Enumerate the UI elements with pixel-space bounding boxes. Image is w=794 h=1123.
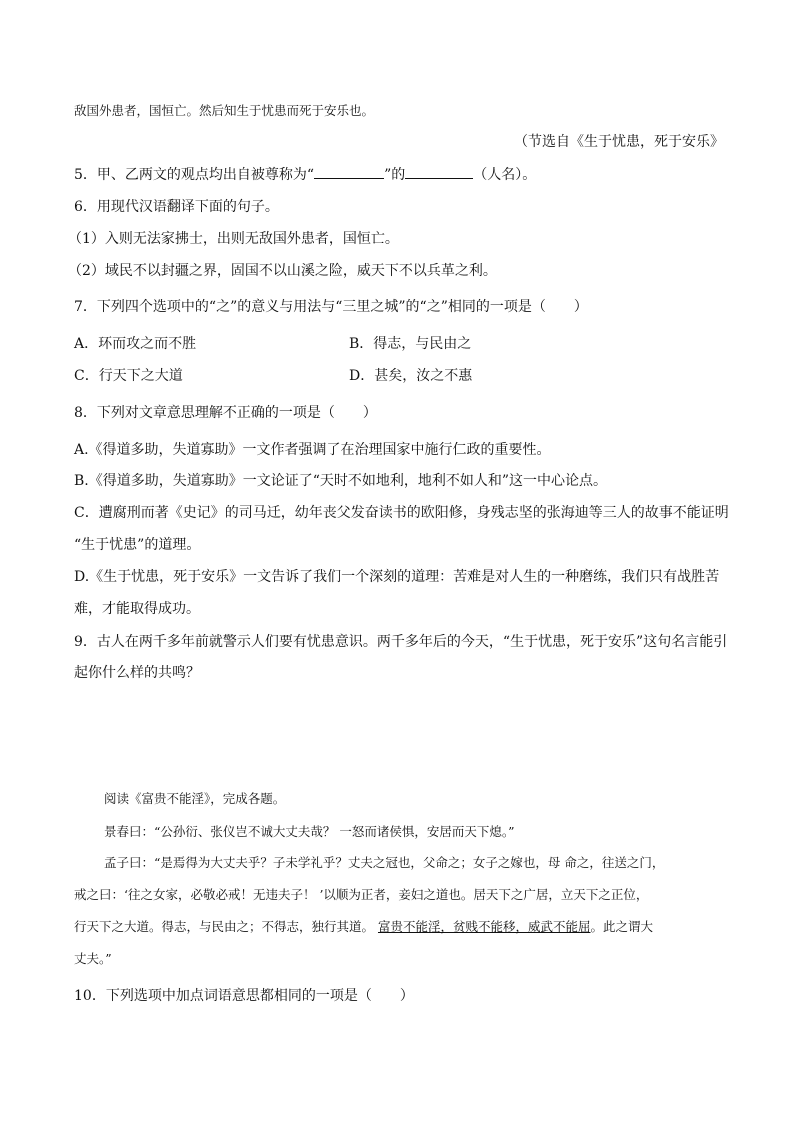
q8-option-a[interactable]: A.《得道多助，失道寡助》一文作者强调了在治理国家中施行仁政的重要性。 [74,442,551,458]
q7-option-a[interactable]: A．环而攻之而不胜 [74,336,197,352]
q5-middle: ”的 [384,167,406,183]
q7-option-c[interactable]: C．行天下之大道 [74,368,183,384]
q7-option-b[interactable]: B．得志，与民由之 [349,336,472,352]
reading-line-3-post: 。此之谓大 [590,919,654,934]
passage-tail: 敌国外患者，国恒亡。然后知生于忧患而死于安乐也。 [74,103,375,118]
source-note: （节选自《生于忧患，死于安乐》 [514,134,724,150]
reading-paragraph-2-line-1: 孟子曰：“是焉得为大丈夫乎？子未学礼乎？丈夫之冠也，父命之；女子之嫁也，母 命之，往送之门， [104,855,665,870]
reading-paragraph-2-line-2: 戒之曰：‘往之女家，必敬必戒！无违夫子！ ’以顺为正者，妾妇之道也。居天下之广居，立天下之正位， [74,887,649,902]
q6-item-2: （2）域民不以封疆之界，固国不以山溪之险，威天下不以兵革之利。 [68,263,497,279]
reading-intro: 阅读《富贵不能淫》，完成各题。 [104,791,286,806]
q8-option-d-line-2[interactable]: 难，才能取得成功。 [74,601,200,617]
reading-paragraph-2-line-3 [74,917,724,937]
q6-item-1: （1）入则无法家拂士，出则无敌国外患者，国恒亡。 [68,231,399,247]
question-10-stem: 10．下列选项中加点词语意思都相同的一项是（ ） [74,988,414,1004]
q5-blank-2[interactable] [405,164,473,179]
reading-paragraph-1: 景春曰：“公孙衍、张仪岂不诚大丈夫哉？ 一怒而诸侯惧，安居而天下熄。” [104,824,515,839]
question-6-stem: 6．用现代汉语翻译下面的句子。 [74,199,279,215]
question-9-line-1: 9．古人在两千多年前就警示人们要有忧患意识。两千多年后的今天，“生于忧患，死于安乐”这句名言能引 [74,634,728,650]
reading-line-3-pre: 行天下之大道。得志，与民由之；不得志，独行其道。 [74,919,378,934]
q8-option-c-line-2[interactable]: “生于忧患”的道理。 [74,537,201,553]
q8-option-d-line-1[interactable]: D.《生于忧患，死于安乐》一文告诉了我们一个深刻的道理：苦难是对人生的一种磨练，我们只有战胜苦 [74,569,720,585]
q7-option-d[interactable]: D．甚矣，汝之不惠 [349,368,473,384]
underlined-phrase: 富贵不能淫，贫贱不能移，威武不能屈 [377,919,591,934]
q8-option-c-line-1[interactable]: C．遭腐刑而著《史记》的司马迁，幼年丧父发奋读书的欧阳修，身残志坚的张海迪等三人的故事不能证明 [74,505,729,521]
question-7-stem: 7．下列四个选项中的“之”的意义与用法与“三里之城”的“之”相同的一项是（ ） [74,299,588,315]
reading-paragraph-2-line-4: 丈夫。” [74,951,112,966]
question-8-stem: 8．下列对文章意思理解不正确的一项是（ ） [74,405,377,421]
q5-prefix: 5．甲、乙两文的观点均出自被尊称为“ [74,167,315,183]
q5-blank-1[interactable] [314,164,384,179]
q8-option-b[interactable]: B.《得道多助，失道寡助》一文论证了“天时不如地利，地利不如人和”这一中心论点。 [74,473,608,489]
q5-suffix: （人名）。 [473,167,537,183]
question-5 [74,164,724,185]
question-9-line-2: 起你什么样的共鸣？ [74,665,200,681]
